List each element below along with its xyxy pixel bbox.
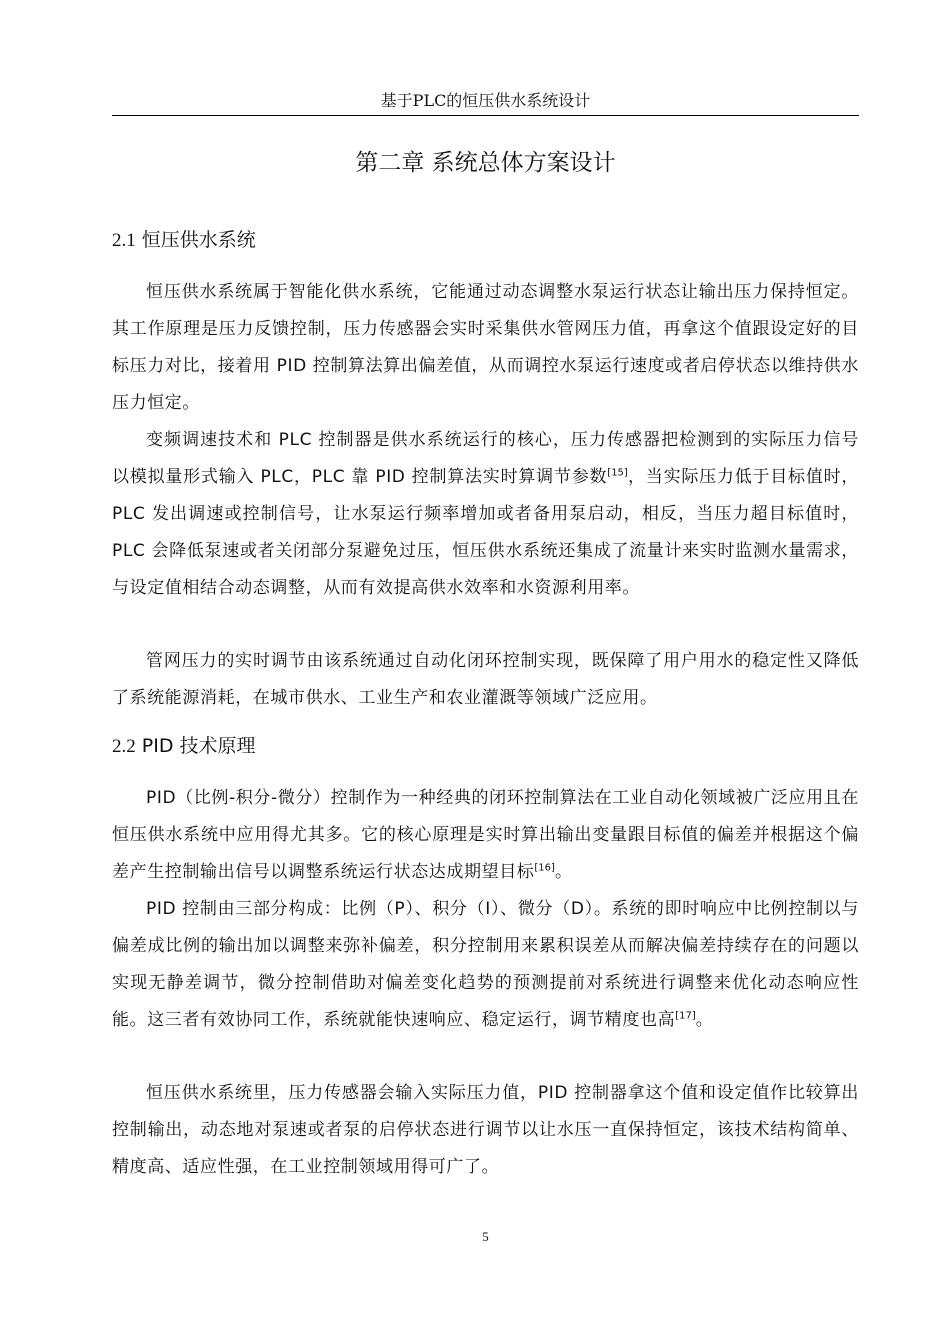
paragraph-text: 变频调速技术和 PLC 控制器是供水系统运行的核心，压力传感器把检测到的实际压力信号以模拟量形式输入 PLC，PLC 靠 PID 控制算法实时算调节参数 [112,430,859,487]
header-rule [112,115,859,116]
section-number: 2.1 [112,230,136,251]
section-title: PID 技术原理 [141,735,256,757]
citation: [16] [534,862,555,874]
section-heading-2-1 [112,226,859,255]
citation: [15] [607,467,628,479]
paragraph-text: PID（比例-积分-微分）控制作为一种经典的闭环控制算法在工业自动化领域被广泛应用且在恒压供水系统中应用得尤其多。它的核心原理是实时算出输出变量跟目标值的偏差并根据这个偏差产生控制输出信号以调整系统运行状态达成期望目标 [112,788,859,882]
paragraph [112,891,859,1039]
chapter-title: 第二章 系统总体方案设计 [355,150,616,176]
paragraph [112,1075,859,1186]
paragraph-text: 管网压力的实时调节由该系统通过自动化闭环控制实现，既保障了用户用水的稳定性又降低了系统能源消耗，在城市供水、工业生产和农业灌溉等领域广泛应用。 [112,651,859,708]
paragraph-text: 恒压供水系统属于智能化供水系统，它能通过动态调整水泵运行状态让输出压力保持恒定。其工作原理是压力反馈控制，压力传感器会实时采集供水管网压力值，再拿这个值跟设定好的目标压力对比，接着用 PID 控制算法算出偏差值，从而调控水泵运行速度或者启停状态以维持供水压力恒定。 [112,282,859,413]
section-heading-2-2 [112,732,859,761]
paragraph [112,422,859,607]
paragraph-text: PID 控制由三部分构成：比例（P）、积分（I）、微分（D）。系统的即时响应中比例控制以与偏差成比例的输出加以调整来弥补偏差，积分控制用来累积误差从而解决偏差持续存在的问题以实现无静差调节，微分控制借助对偏差变化趋势的预测提前对系统进行调整来优化动态响应性能。这三者有效协同工作，系统就能快速响应、稳定运行，调节精度也高 [112,899,859,1030]
paragraph-text: ，当实际压力低于目标值时，PLC 发出调速或控制信号，让水泵运行频率增加或者备用泵启动，相反，当压力超目标值时，PLC 会降低泵速或者关闭部分泵避免过压，恒压供水系统还集成了流量计来实时监测水量需求，与设定值相结合动态调整，从而有效提高供水效率和水资源利用率。 [112,467,859,598]
paragraph [112,780,859,891]
paragraph-text: 。 [695,1010,714,1030]
citation: [17] [675,1010,696,1022]
paragraph-text: 恒压供水系统里，压力传感器会输入实际压力值，PID 控制器拿这个值和设定值作比较算出控制输出，动态地对泵速或者泵的启停状态进行调节以让水压一直保持恒定，该技术结构简单、精度高、适应性强，在工业控制领域用得可广了。 [112,1083,859,1177]
page-number: 5 [482,1229,489,1244]
paragraph-text: 。 [554,862,573,882]
paragraph [112,274,859,422]
paragraph [112,643,859,717]
section-title: 恒压供水系统 [141,229,256,251]
section-number: 2.2 [112,736,136,757]
header-title: 基于PLC的恒压供水系统设计 [380,91,591,110]
